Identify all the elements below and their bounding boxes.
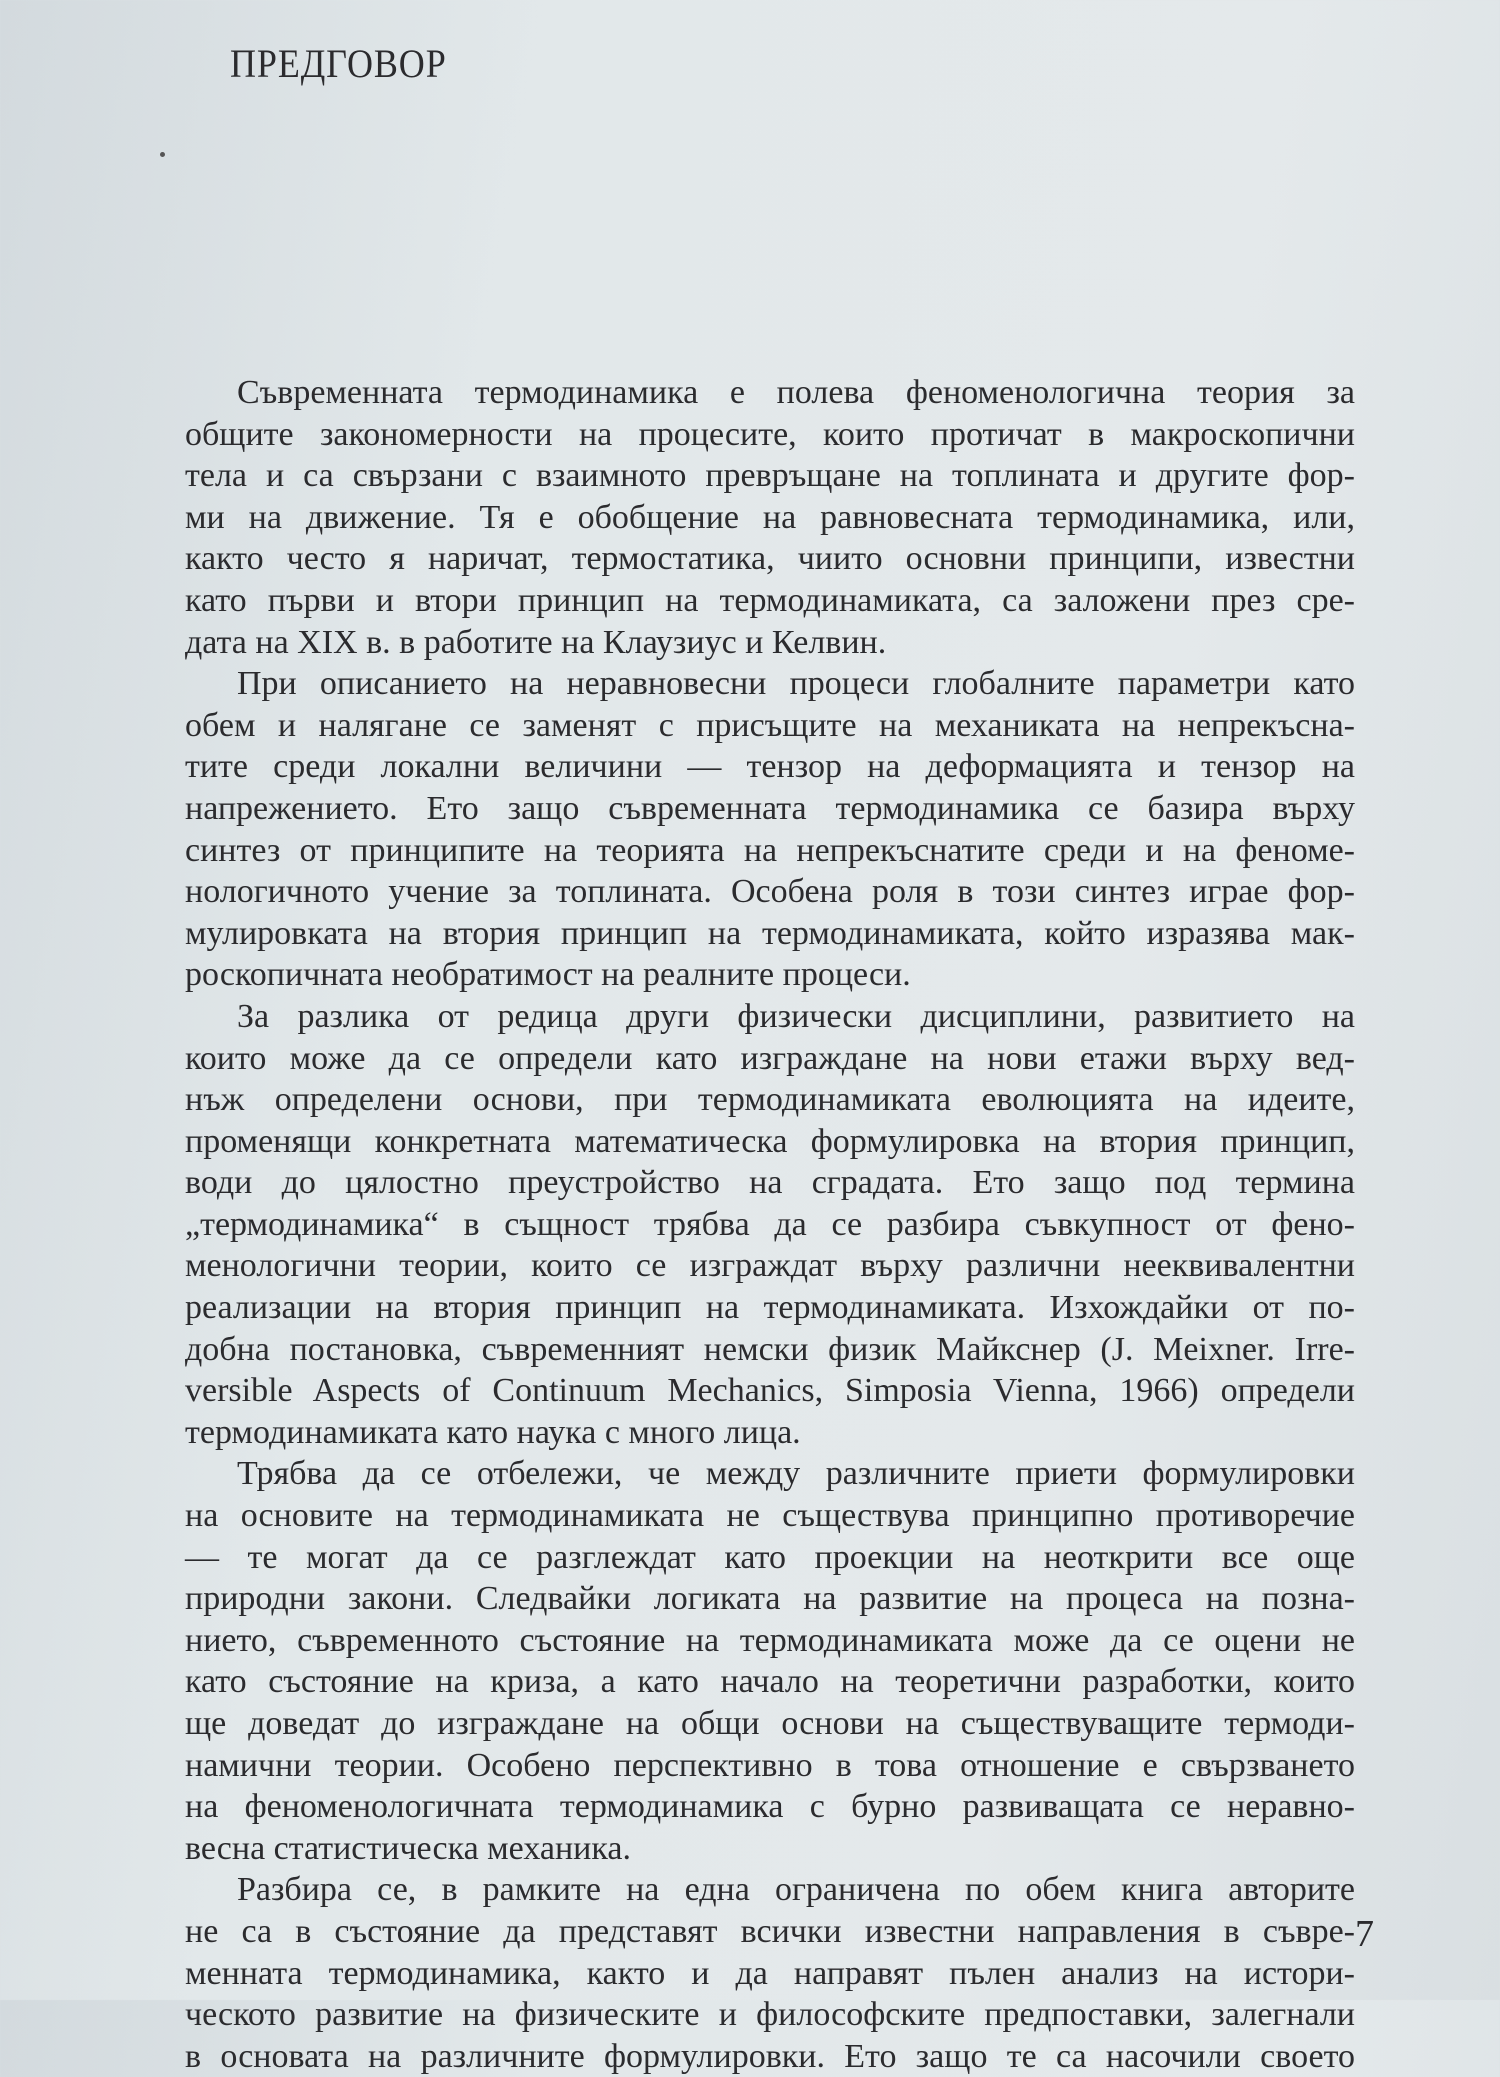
text-line: — те могат да се разглеждат като проекции на неоткрити все още <box>185 1538 1355 1576</box>
text-line: весна статистическа механика. <box>185 1829 631 1867</box>
text-line: дата на XIX в. в работите на Клаузиус и Келвин. <box>185 623 887 661</box>
page-title: ПРЕДГОВОР <box>230 41 447 86</box>
text-line: При описанието на неравновесни процеси глобалните параметри като <box>237 665 1355 703</box>
text-line: общите закономерности на процесите, които протичат в макроскопични <box>185 415 1355 453</box>
text-line: на основите на термодинамиката не съществува принципно противоречие <box>185 1497 1355 1535</box>
paragraph <box>185 1869 1355 2077</box>
text-line: намични теории. Особено перспективно в това отношение е свързването <box>185 1746 1355 1784</box>
text-line: менната термодинамика, както и да направят пълен анализ на истори- <box>185 1954 1355 1992</box>
text-line: не са в състояние да представят всички известни направления в съвре- <box>185 1912 1355 1950</box>
paragraph <box>185 996 1355 1454</box>
text-line: нологичното учение за топлината. Особена роля в този синтез играе фор- <box>185 873 1355 911</box>
text-line: Трябва да се отбележи, че между различните приети формулировки <box>237 1455 1355 1493</box>
text-line: менологични теории, които се изграждат върху различни нееквивалентни <box>185 1247 1355 1285</box>
page-number: 7 <box>1355 1913 1374 1955</box>
text-line: тела и са свързани с взаимното превръщане на топлината и другите фор- <box>185 457 1355 495</box>
text-line: „термодинамика“ в същност трябва да се разбира съвкупност от фено- <box>185 1205 1355 1243</box>
text-line: природни закони. Следвайки логиката на развитие на процеса на позна- <box>185 1580 1355 1618</box>
text-line: нието, съвременното състояние на термодинамиката може да се оцени не <box>185 1621 1355 1659</box>
text-line: тите среди локални величини — тензор на деформацията и тензор на <box>185 748 1355 786</box>
text-line: които може да се определи като изграждане на нови етажи върху вед- <box>185 1039 1355 1077</box>
text-line: добна постановка, съвременният немски физик Майкснер (J. Meixner. Irre- <box>185 1330 1355 1368</box>
ink-speck <box>160 152 165 157</box>
text-line: води до цялостно преустройство на сградата. Ето защо под термина <box>185 1164 1355 1202</box>
text-line: За разлика от редица други физически дисциплини, развитието на <box>237 997 1355 1035</box>
text-line: реализации на втория принцип на термодинамиката. Изхождайки от по- <box>185 1289 1355 1327</box>
text-line: ми на движение. Тя е обобщение на равновесната термодинамика, или, <box>185 498 1355 536</box>
text-line: напрежението. Ето защо съвременната термодинамика се базира върху <box>185 789 1355 827</box>
body-text <box>185 372 1355 2077</box>
text-line: versible Aspects of Continuum Mechanics, Simposia Vienna, 1966) определи <box>185 1372 1355 1410</box>
text-line: роскопичната необратимост на реалните процеси. <box>185 956 911 994</box>
text-line: променящи конкретната математическа формулировка на втория принцип, <box>185 1122 1355 1160</box>
text-line: термодинамиката като наука с много лица. <box>185 1413 801 1451</box>
text-line: обем и налягане се заменят с присъщите на механиката на непрекъсна- <box>185 706 1355 744</box>
text-line: в основата на различните формулировки. Ето защо те са насочили своето <box>185 2037 1355 2075</box>
text-line: както често я наричат, термостатика, чиито основни принципи, известни <box>185 540 1355 578</box>
text-line: ческото развитие на физическите и философските предпоставки, залегнали <box>185 1996 1355 2034</box>
text-line: синтез от принципите на теорията на непрекъснатите среди и на феноме- <box>185 831 1355 869</box>
paragraph <box>185 372 1355 663</box>
text-line: на феноменологичната термодинамика с бурно развиващата се неравно- <box>185 1788 1355 1826</box>
text-line: като състояние на криза, а като начало на теоретични разработки, които <box>185 1663 1355 1701</box>
text-line: нъж определени основи, при термодинамиката еволюцията на идеите, <box>185 1081 1355 1119</box>
text-line: като първи и втори принцип на термодинамиката, са заложени през сре- <box>185 581 1355 619</box>
text-line: ще доведат до изграждане на общи основи на съществуващите термоди- <box>185 1705 1355 1742</box>
text-line: Разбира се, в рамките на една ограничена по обем книга авторите <box>237 1871 1355 1909</box>
text-line: Съвременната термодинамика е полева феноменологична теория за <box>237 374 1355 411</box>
paragraph <box>185 663 1355 996</box>
text-line: мулировката на втория принцип на термодинамиката, който изразява мак- <box>185 914 1355 952</box>
paragraph <box>185 1453 1355 1869</box>
